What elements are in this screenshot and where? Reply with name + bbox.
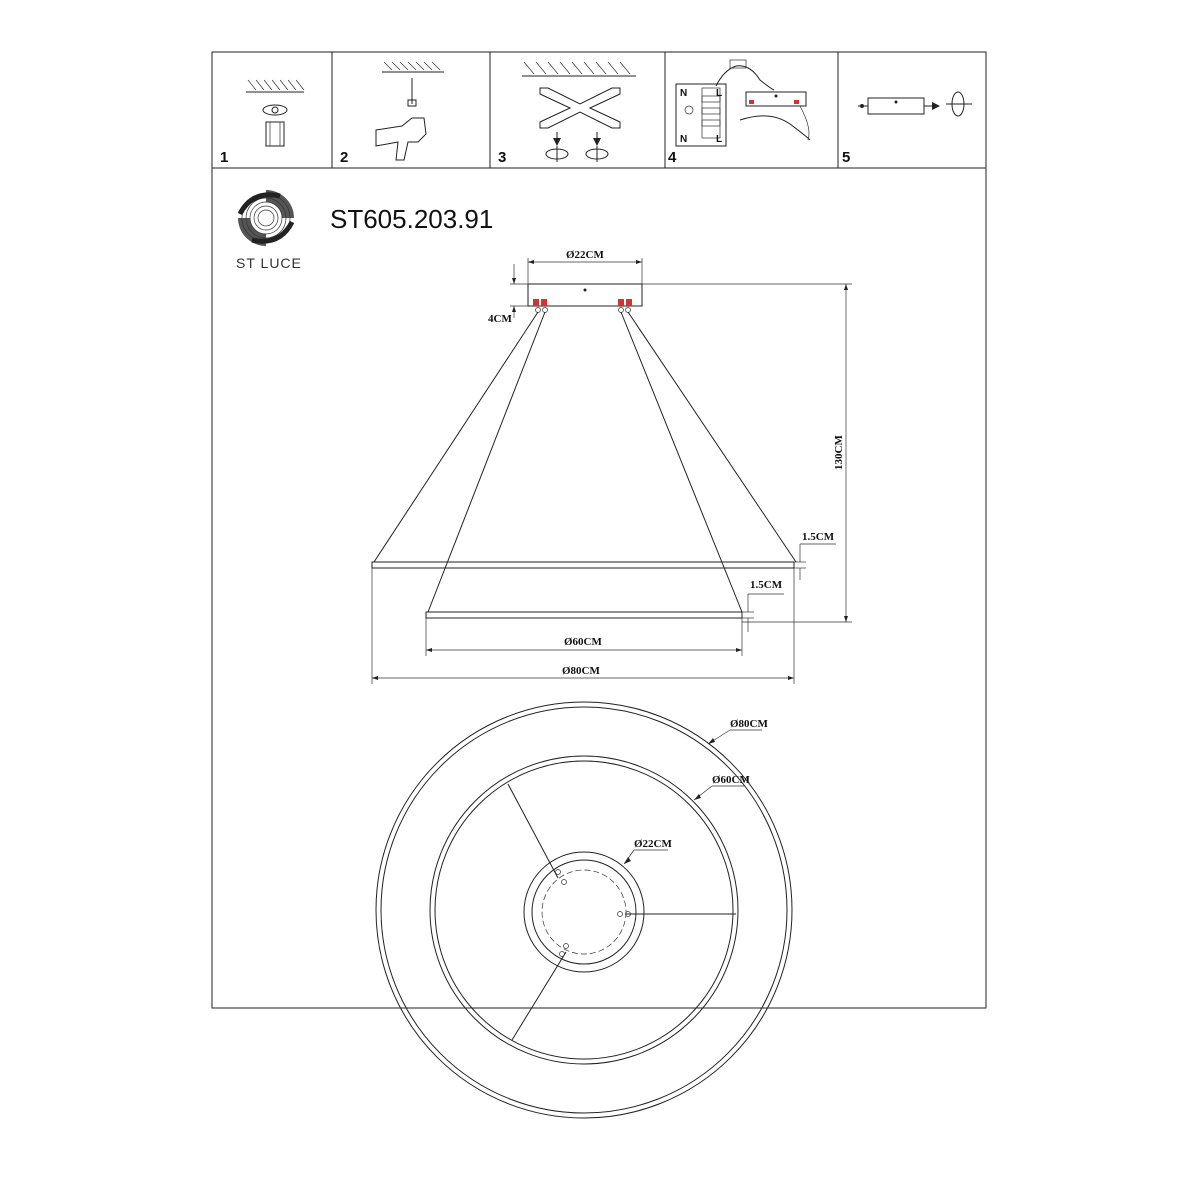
top-plan-view	[376, 702, 792, 1118]
top-label-canopy-diameter: Ø22CM	[634, 838, 672, 850]
cable-grip-right2-icon	[626, 299, 632, 306]
side-elevation-view	[372, 249, 852, 684]
step-3-bracket-icon	[522, 62, 636, 162]
sheet-border	[212, 52, 986, 1008]
top-label-inner-diameter: Ø60CM	[712, 774, 750, 786]
step-number-3: 3	[498, 149, 507, 166]
dim-canopy-height: 4CM	[488, 313, 512, 325]
step-5-canopy-icon	[858, 92, 972, 116]
connector-right-icon	[794, 100, 799, 104]
dim-canopy-diameter: Ø22CM	[566, 249, 604, 261]
outer-ring-side	[372, 562, 794, 568]
cable-grip-right-icon	[618, 299, 624, 306]
wire-label-n-bottom: N	[680, 134, 688, 145]
step-number-5: 5	[842, 149, 851, 166]
model-number: ST605.203.91	[330, 204, 494, 234]
dim-outer-ring-diameter: Ø80CM	[562, 665, 600, 677]
wire-label-n-top: N	[680, 88, 688, 99]
connector-left-icon	[749, 100, 754, 104]
brand-name: ST LUCE	[236, 255, 302, 271]
dim-total-height: 130CM	[833, 435, 845, 470]
inner-ring-top	[430, 756, 738, 1064]
brand-logo	[238, 190, 294, 246]
step-4-wiring-icon	[676, 60, 810, 146]
dim-inner-ring-thickness: 1.5CM	[750, 579, 783, 591]
outer-ring-top	[376, 702, 792, 1118]
dim-outer-ring-thickness: 1.5CM	[802, 531, 835, 543]
step-number-4: 4	[668, 149, 677, 166]
step-number-1: 1	[220, 149, 229, 166]
cable-grip-left-icon	[533, 299, 539, 306]
step-2-hammer-icon	[376, 62, 444, 160]
wire-label-l-bottom: L	[716, 134, 723, 145]
cable-grip-left2-icon	[541, 299, 547, 306]
dim-inner-ring-diameter: Ø60CM	[564, 636, 602, 648]
inner-ring-side	[426, 612, 742, 618]
wire-label-l-top: L	[716, 88, 723, 99]
step-1-anchor-icon	[246, 80, 304, 146]
step-number-2: 2	[340, 149, 349, 166]
top-label-outer-diameter: Ø80CM	[730, 718, 768, 730]
